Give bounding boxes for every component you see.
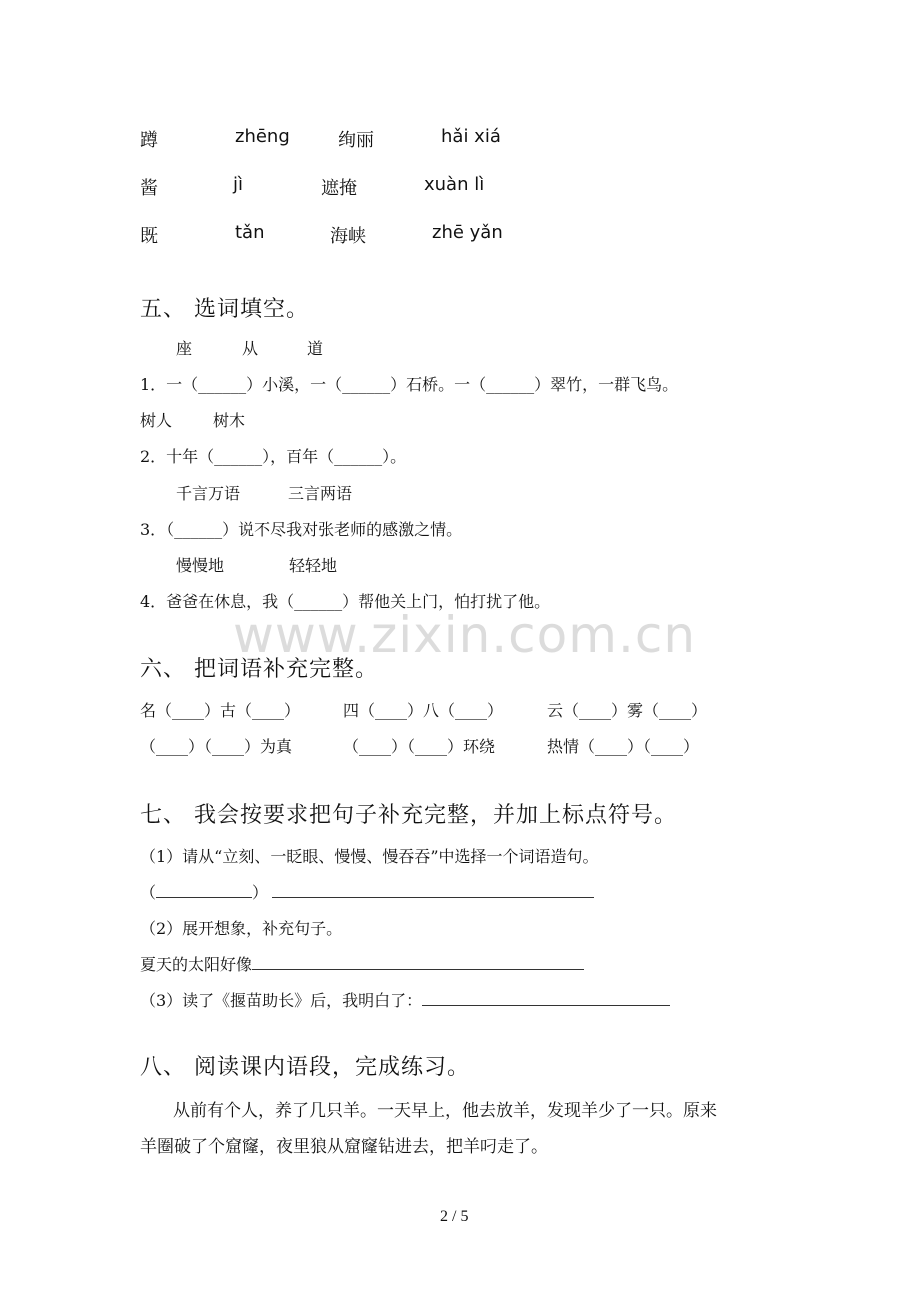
- word-option: 千言万语: [176, 484, 241, 503]
- word-option: 树人: [140, 411, 173, 430]
- answer-line-7-1: [140, 880, 594, 903]
- question-2: 2．十年（______），百年（______）。: [140, 447, 407, 466]
- match-cell: 酱: [140, 178, 158, 199]
- page-number: 2 / 5: [440, 1208, 469, 1225]
- question-1: 1．一（______）小溪，一（______）石桥。一（______）翠竹，一群飞鸟。: [140, 375, 679, 394]
- idiom-item: （____）（____）环绕: [343, 737, 496, 756]
- match-cell: zhēng: [235, 126, 290, 147]
- match-cell: 既: [140, 226, 158, 247]
- bracket-open: （: [140, 883, 157, 902]
- idiom-item: 四（____）八（____）: [343, 701, 504, 720]
- match-cell: zhē yǎn: [432, 222, 503, 243]
- idiom-item: 名（____）古（____）: [140, 701, 301, 720]
- word-option: 树木: [213, 411, 246, 430]
- sentence-blank[interactable]: [252, 953, 584, 970]
- word-option: 道: [307, 339, 324, 358]
- match-cell: xuàn lì: [424, 174, 485, 195]
- section-title-8: 八、 阅读课内语段，完成练习。: [140, 1055, 470, 1080]
- question-7-1: （1）请从“立刻、一眨眼、慢慢、慢吞吞”中选择一个词语造句。: [140, 847, 599, 866]
- match-cell: hǎi xiá: [441, 126, 501, 147]
- match-cell: tǎn: [235, 222, 265, 243]
- bracket-close: ）: [252, 883, 269, 902]
- question-7-3-text: （3）读了《揠苗助长》后，我明白了：: [140, 991, 423, 1010]
- answer-line-7-2: [140, 952, 584, 975]
- question-7-3: [140, 988, 670, 1011]
- idiom-item: 热情（____）（____）: [547, 737, 700, 756]
- watermark: www.zixin.com.cn: [233, 606, 697, 664]
- word-option: 慢慢地: [176, 556, 225, 575]
- word-option: 座: [176, 339, 193, 358]
- sentence-prompt: 夏天的太阳好像: [140, 955, 253, 974]
- word-option: 从: [242, 339, 259, 358]
- word-blank[interactable]: [156, 881, 252, 898]
- word-option: 轻轻地: [289, 556, 338, 575]
- section-title-6: 六、 把词语补充完整。: [140, 657, 378, 682]
- match-cell: 蹲: [140, 130, 158, 151]
- match-cell: jì: [233, 174, 244, 195]
- idiom-item: （____）（____）为真: [140, 737, 293, 756]
- match-cell: 绚丽: [338, 130, 374, 151]
- question-7-2: （2）展开想象，补充句子。: [140, 919, 343, 938]
- idiom-item: 云（____）雾（____）: [547, 701, 708, 720]
- word-option: 三言两语: [288, 484, 353, 503]
- question-4: 4．爸爸在休息，我（______）帮他关上门，怕打扰了他。: [140, 592, 551, 611]
- match-cell: 遮掩: [321, 178, 357, 199]
- reading-paragraph-line: 从前有个人，养了几只羊。一天早上，他去放羊，发现羊少了一只。原来: [173, 1101, 717, 1121]
- section-title-5: 五、 选词填空。: [140, 297, 309, 322]
- sentence-blank[interactable]: [422, 989, 670, 1006]
- reading-paragraph-line: 羊圈破了个窟窿，夜里狼从窟窿钻进去，把羊叼走了。: [140, 1137, 548, 1157]
- sentence-blank[interactable]: [272, 881, 594, 898]
- question-3: 3．（______）说不尽我对张老师的感激之情。: [140, 520, 463, 539]
- match-cell: 海峡: [330, 226, 366, 247]
- section-title-7: 七、 我会按要求把句子补充完整，并加上标点符号。: [140, 803, 677, 828]
